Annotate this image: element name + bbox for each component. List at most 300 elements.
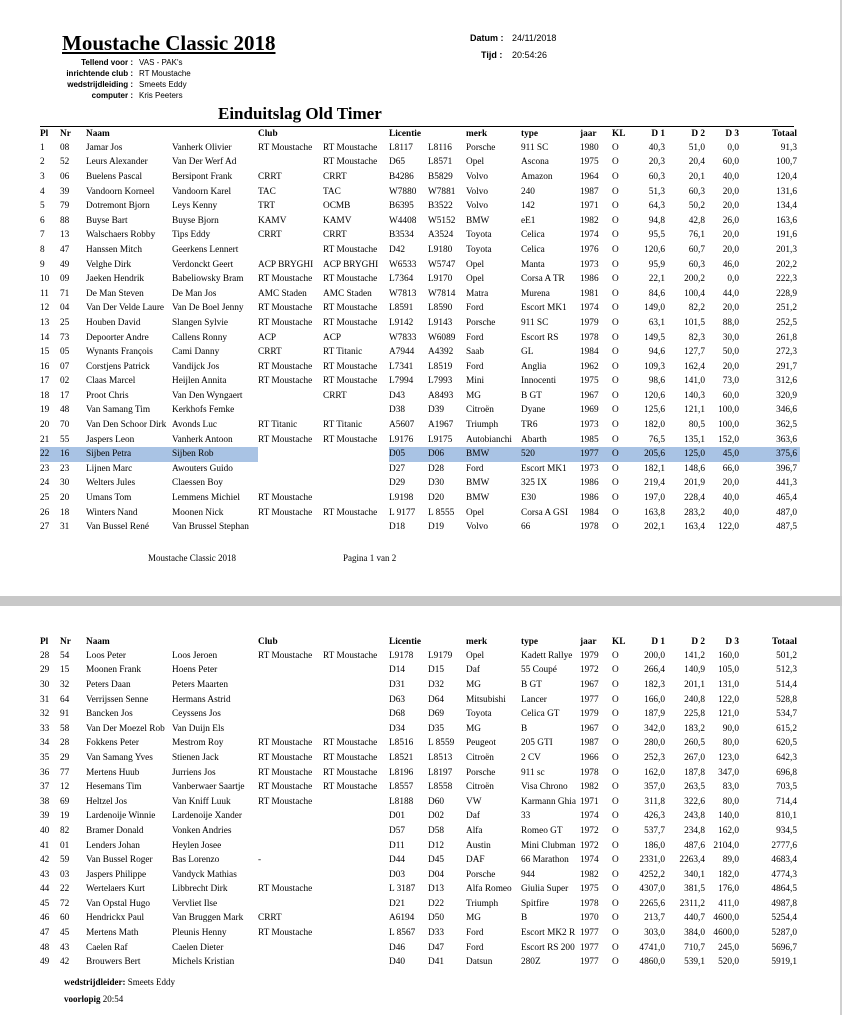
- col-kl: O: [612, 855, 619, 866]
- col-type: Anglia: [521, 361, 547, 372]
- col-d1: 20,3: [648, 157, 665, 168]
- col-totaal: 534,7: [776, 709, 797, 720]
- col-pl: 27: [40, 522, 50, 533]
- header-col-d2: D 2: [691, 637, 705, 647]
- col-d3: 60,0: [722, 157, 739, 168]
- meta-value-tellend: VAS - PAK's: [139, 58, 183, 67]
- col-jaar: 1981: [580, 288, 599, 299]
- col-merk: MG: [466, 723, 481, 734]
- col-licentie-2: D64: [428, 694, 445, 705]
- col-pl: 29: [40, 665, 50, 676]
- col-naam-1: Jaspers Leon: [86, 434, 135, 445]
- header-col-d1: D 1: [651, 637, 665, 647]
- col-club-1: [258, 810, 323, 825]
- col-nr: 19: [60, 811, 70, 822]
- col-pl: 37: [40, 782, 50, 793]
- col-club-2: [323, 447, 389, 462]
- col-totaal: 487,5: [776, 522, 797, 533]
- col-nr: 72: [60, 898, 70, 909]
- col-nr: 58: [60, 723, 70, 734]
- col-club-2: RT Moustache: [323, 244, 378, 255]
- col-kl: O: [612, 434, 619, 445]
- col-d3: 140,0: [718, 811, 739, 822]
- col-jaar: 1977: [580, 942, 599, 953]
- col-club-1: CRRT: [258, 347, 282, 358]
- col-jaar: 1974: [580, 303, 599, 314]
- col-pl: 43: [40, 869, 50, 880]
- col-d3: 347,0: [718, 767, 739, 778]
- col-nr: 52: [60, 157, 70, 168]
- header-col-club-1: Club: [258, 637, 278, 647]
- col-licentie-1: D40: [389, 957, 406, 968]
- header-col-type: type: [521, 129, 539, 139]
- col-nr: 43: [60, 942, 70, 953]
- table-row: [40, 853, 800, 868]
- table-row: [40, 839, 800, 854]
- table-row: [40, 272, 800, 287]
- col-d3: 20,0: [722, 478, 739, 489]
- col-naam-1: Velghe Dirk: [86, 259, 132, 270]
- col-kl: O: [612, 317, 619, 328]
- col-nr: 31: [60, 522, 70, 533]
- col-licentie-1: D68: [389, 709, 406, 720]
- col-pl: 49: [40, 957, 50, 968]
- col-jaar: 1985: [580, 434, 599, 445]
- col-club-1: [258, 897, 323, 912]
- col-licentie-2: A1967: [428, 420, 454, 431]
- col-totaal: 251,2: [776, 303, 797, 314]
- col-d2: 263,5: [684, 782, 705, 793]
- col-totaal: 320,9: [776, 390, 797, 401]
- col-licentie-1: D27: [389, 463, 406, 474]
- col-club-2: ACP: [323, 332, 342, 343]
- col-naam-2: Geerkens Lennert: [172, 244, 239, 255]
- col-licentie-2: D60: [428, 796, 445, 807]
- results-page-2: [0, 606, 842, 1015]
- col-naam-1: Dotremont Bjorn: [86, 201, 150, 212]
- col-type: Corsa A GSI: [521, 507, 569, 518]
- col-kl: O: [612, 201, 619, 212]
- col-naam-2: Leys Kenny: [172, 201, 218, 212]
- col-licentie-2: L8513: [428, 752, 453, 763]
- col-club-1: [258, 678, 323, 693]
- col-merk: Ford: [466, 303, 484, 314]
- col-d1: 4860,0: [639, 957, 665, 968]
- col-d2: 141,0: [684, 376, 705, 387]
- col-club-2: [323, 462, 389, 477]
- col-jaar: 1982: [580, 215, 599, 226]
- col-nr: 32: [60, 679, 70, 690]
- col-d3: 45,0: [708, 447, 742, 462]
- col-kl: O: [612, 361, 619, 372]
- col-pl: 9: [40, 259, 45, 270]
- col-naam-2: Van Bruggen Mark: [172, 913, 244, 924]
- col-naam-1: Houben David: [86, 317, 141, 328]
- col-d1: 76,5: [648, 434, 665, 445]
- col-naam-2: Hoens Peter: [172, 665, 218, 676]
- col-type: 520: [521, 447, 580, 462]
- col-d3: 20,0: [722, 244, 739, 255]
- header-col-d1: D 1: [651, 129, 665, 139]
- col-d1: 98,6: [648, 376, 665, 387]
- col-d2: 121,1: [684, 405, 705, 416]
- col-naam-1: Peters Daan: [86, 679, 131, 690]
- col-d2: 82,3: [688, 332, 705, 343]
- col-naam-2: Awouters Guido: [172, 463, 233, 474]
- col-kl: O: [612, 694, 619, 705]
- col-d3: 30,0: [722, 332, 739, 343]
- col-club-1: [258, 462, 323, 477]
- col-d2: 50,2: [688, 201, 705, 212]
- col-merk: Peugeot: [466, 738, 496, 749]
- col-jaar: 1986: [580, 478, 599, 489]
- col-d1: 219,4: [644, 478, 665, 489]
- col-type: 911 sc: [521, 767, 545, 778]
- col-kl: O: [612, 447, 632, 462]
- col-licentie-2: L 8555: [428, 507, 455, 518]
- col-type: Celica: [521, 230, 545, 241]
- col-totaal: 465,4: [776, 493, 797, 504]
- col-club-1: [258, 447, 323, 462]
- col-jaar: 1982: [580, 782, 599, 793]
- col-naam-2: Mestrom Roy: [172, 738, 224, 749]
- table-row: [40, 678, 800, 693]
- table-row: [40, 955, 800, 970]
- col-naam-2: Avonds Luc: [172, 420, 218, 431]
- col-type: 2 CV: [521, 752, 541, 763]
- table-row: [40, 433, 800, 448]
- col-d3: 83,0: [722, 782, 739, 793]
- col-naam-2: Jurriens Jos: [172, 767, 216, 778]
- col-jaar: 1984: [580, 507, 599, 518]
- col-nr: 20: [60, 493, 70, 504]
- header-col-totaal: Totaal: [772, 129, 797, 139]
- col-pl: 11: [40, 288, 49, 299]
- col-totaal: 222,3: [776, 274, 797, 285]
- col-naam-1: Brouwers Bert: [86, 957, 141, 968]
- col-licentie-1: L9178: [389, 650, 414, 661]
- col-d3: 0,0: [727, 274, 739, 285]
- col-merk: Toyota: [466, 244, 492, 255]
- col-naam-2: Caelen Dieter: [172, 942, 224, 953]
- col-totaal: 2777,6: [771, 840, 797, 851]
- col-naam-2: Buyse Bjorn: [172, 215, 219, 226]
- col-naam-2: Vandijck Jos: [172, 361, 220, 372]
- col-kl: O: [612, 928, 619, 939]
- col-club-2: RT Moustache: [323, 752, 378, 763]
- col-club-2: RT Moustache: [323, 767, 378, 778]
- table-row: [40, 287, 800, 302]
- col-d2: 101,5: [684, 317, 705, 328]
- col-club-1: CRRT: [258, 171, 282, 182]
- col-merk: Mitsubishi: [466, 694, 506, 705]
- col-d1: 182,0: [644, 420, 665, 431]
- header-col-naam-2: [172, 635, 258, 649]
- col-kl: O: [612, 347, 619, 358]
- table-row: [40, 506, 800, 521]
- col-kl: O: [612, 825, 619, 836]
- col-d1: 166,0: [644, 694, 665, 705]
- col-licentie-2: D04: [428, 869, 445, 880]
- col-jaar: 1972: [580, 825, 599, 836]
- col-licentie-1: D63: [389, 694, 406, 705]
- table-row: [40, 462, 800, 477]
- col-type: Escort MK1: [521, 463, 567, 474]
- col-licentie-2: L8116: [428, 142, 452, 153]
- col-licentie-2: D12: [428, 840, 445, 851]
- col-d1: 149,5: [644, 332, 665, 343]
- col-jaar: 1966: [580, 752, 599, 763]
- col-totaal: 291,7: [776, 361, 797, 372]
- col-pl: 1: [40, 142, 45, 153]
- col-nr: 71: [60, 288, 70, 299]
- col-nr: 29: [60, 752, 70, 763]
- col-club-2: RT Moustache: [323, 317, 378, 328]
- col-licentie-2: L9143: [428, 317, 453, 328]
- col-licentie-2: D22: [428, 898, 445, 909]
- col-club-1: RT Moustache: [258, 752, 313, 763]
- col-nr: 70: [60, 420, 70, 431]
- col-type: GL: [521, 347, 534, 358]
- col-jaar: 1967: [580, 390, 599, 401]
- col-club-2: [323, 404, 389, 419]
- col-nr: 91: [60, 709, 70, 720]
- col-naam-1: Van Der Moezel Rob: [86, 723, 165, 734]
- col-d1: 94,6: [648, 347, 665, 358]
- col-d2: 148,6: [684, 463, 705, 474]
- header-col-licentie-2: [428, 635, 466, 649]
- col-naam-2: Hermans Astrid: [172, 694, 231, 705]
- col-club-2: [323, 883, 389, 898]
- col-nr: 39: [60, 186, 70, 197]
- col-licentie-2: L9175: [428, 434, 453, 445]
- col-club-2: RT Moustache: [323, 738, 378, 749]
- col-d3: 121,0: [718, 709, 739, 720]
- col-totaal: 5254,4: [771, 913, 797, 924]
- col-kl: O: [612, 913, 619, 924]
- col-merk: Citroën: [466, 405, 494, 416]
- col-club-2: RT Moustache: [323, 376, 378, 387]
- col-club-1: [258, 520, 323, 535]
- col-naam-2: Cami Danny: [172, 347, 220, 358]
- col-club-2: [323, 839, 389, 854]
- col-naam-2: Van Den Wyngaert: [172, 390, 243, 401]
- header-col-kl: KL: [612, 129, 626, 139]
- col-nr: 04: [60, 303, 70, 314]
- table-row: [40, 418, 800, 433]
- col-licentie-2: A3524: [428, 230, 454, 241]
- col-naam-1: Fokkens Peter: [86, 738, 139, 749]
- col-naam-1: Sijben Petra: [86, 447, 172, 462]
- table-row: [40, 912, 800, 927]
- col-nr: 60: [60, 913, 70, 924]
- col-naam-1: Van Bussel René: [86, 522, 150, 533]
- col-naam-1: Van Der Velde Laure: [86, 303, 165, 314]
- col-totaal: 363,6: [776, 434, 797, 445]
- table-row: [40, 389, 800, 404]
- col-d1: 186,0: [644, 840, 665, 851]
- col-naam-1: Jamar Jos: [86, 142, 123, 153]
- col-club-2: TAC: [323, 186, 341, 197]
- col-type: Celica GT: [521, 709, 560, 720]
- col-totaal: 615,2: [776, 723, 797, 734]
- col-licentie-2: D58: [428, 825, 445, 836]
- col-licentie-2: D69: [428, 709, 445, 720]
- col-licentie-1: L 9177: [389, 507, 416, 518]
- col-jaar: 1975: [580, 157, 599, 168]
- col-club-2: [323, 912, 389, 927]
- col-pl: 3: [40, 171, 45, 182]
- col-nr: 09: [60, 274, 70, 285]
- col-type: Celica: [521, 244, 545, 255]
- col-pl: 2: [40, 157, 45, 168]
- col-naam-2: Van De Boel Jenny: [172, 303, 244, 314]
- col-totaal: 4774,3: [771, 869, 797, 880]
- col-licentie-1: L8516: [389, 738, 414, 749]
- col-naam-1: Winters Nand: [86, 507, 138, 518]
- col-naam-1: Welters Jules: [86, 478, 136, 489]
- col-nr: 01: [60, 840, 70, 851]
- col-club-2: [323, 868, 389, 883]
- col-naam-1: Umans Tom: [86, 493, 132, 504]
- col-naam-1: Van Opstal Hugo: [86, 898, 151, 909]
- col-merk: Opel: [466, 157, 485, 168]
- col-licentie-1: B3534: [389, 230, 414, 241]
- col-merk: Porsche: [466, 142, 496, 153]
- col-jaar: 1974: [580, 230, 599, 241]
- col-d2: 141,2: [684, 650, 705, 661]
- col-naam-2: Vanherk Olivier: [172, 142, 232, 153]
- col-nr: 28: [60, 738, 70, 749]
- col-d1: 64,3: [648, 201, 665, 212]
- col-totaal: 642,3: [776, 752, 797, 763]
- col-club-1: -: [258, 855, 262, 866]
- col-jaar: 1978: [580, 522, 599, 533]
- col-kl: O: [612, 332, 619, 343]
- col-club-2: RT Titanic: [323, 420, 363, 431]
- col-naam-1: Buelens Pascal: [86, 171, 143, 182]
- col-naam-2: Stienen Jack: [172, 752, 219, 763]
- col-club-2: RT Moustache: [323, 157, 378, 168]
- table-row: [40, 751, 800, 766]
- col-club-2: RT Moustache: [323, 142, 378, 153]
- col-merk: Opel: [466, 650, 485, 661]
- col-pl: 6: [40, 215, 45, 226]
- results-table-page-1: [40, 127, 800, 535]
- col-pl: 41: [40, 840, 50, 851]
- col-club-2: CRRT: [323, 390, 347, 401]
- col-d2: 125,0: [668, 447, 708, 462]
- col-naam-1: Hesemans Tim: [86, 782, 142, 793]
- col-d1: 84,6: [648, 288, 665, 299]
- col-licentie-1: L8557: [389, 782, 414, 793]
- col-d1: 205,6: [632, 447, 668, 462]
- col-d1: 94,8: [648, 215, 665, 226]
- col-licentie-1: L9176: [389, 434, 414, 445]
- col-type: Manta: [521, 259, 545, 270]
- col-d2: 76,1: [688, 230, 705, 241]
- col-pl: 42: [40, 855, 50, 866]
- col-naam-2: Van Brussel Stephan: [172, 522, 249, 533]
- col-merk: Ford: [466, 942, 484, 953]
- col-nr: 82: [60, 825, 70, 836]
- col-licentie-1: D29: [389, 478, 406, 489]
- col-d3: 60,0: [722, 390, 739, 401]
- col-d1: 202,1: [644, 522, 665, 533]
- col-d3: 89,0: [722, 855, 739, 866]
- col-jaar: 1975: [580, 884, 599, 895]
- col-nr: 02: [60, 376, 70, 387]
- col-d1: 311,8: [644, 796, 665, 807]
- col-merk: Austin: [466, 840, 491, 851]
- col-merk: Matra: [466, 288, 489, 299]
- header-col-totaal: Totaal: [772, 637, 797, 647]
- col-pl: 12: [40, 303, 50, 314]
- table-row: [40, 199, 800, 214]
- col-d2: 20,1: [688, 171, 705, 182]
- footer-wedstrijdleider-value: Smeets Eddy: [127, 977, 175, 987]
- datum-label: Datum :: [470, 33, 504, 43]
- col-jaar: 1978: [580, 898, 599, 909]
- col-naam-2: Slangen Sylvie: [172, 317, 229, 328]
- col-d3: 182,0: [718, 869, 739, 880]
- col-type: Visa Chrono: [521, 782, 568, 793]
- table-row: [40, 302, 800, 317]
- col-d1: 125,6: [644, 405, 665, 416]
- col-d2: 2311,2: [679, 898, 705, 909]
- col-nr: 06: [60, 171, 70, 182]
- col-club-2: ACP BRYGHI: [323, 259, 379, 270]
- col-kl: O: [612, 884, 619, 895]
- col-club-1: RT Moustache: [258, 650, 313, 661]
- col-club-1: RT Moustache: [258, 738, 313, 749]
- col-type: Giulia Super: [521, 884, 569, 895]
- col-club-1: [258, 404, 323, 419]
- col-naam-1: Bramer Donald: [86, 825, 144, 836]
- col-licentie-2: W7881: [428, 186, 456, 197]
- col-pl: 18: [40, 390, 50, 401]
- col-club-2: OCMB: [323, 201, 351, 212]
- col-licentie-2: D02: [428, 811, 445, 822]
- col-merk: Volvo: [466, 201, 489, 212]
- col-jaar: 1976: [580, 244, 599, 255]
- col-licentie-1: L8188: [389, 796, 414, 807]
- table-row: [40, 824, 800, 839]
- col-d3: 20,0: [722, 186, 739, 197]
- col-merk: BMW: [466, 215, 490, 226]
- col-type: Mini Clubman: [521, 840, 576, 851]
- table-row: [40, 360, 800, 375]
- col-totaal: 512,3: [776, 665, 797, 676]
- col-d1: 51,3: [648, 186, 665, 197]
- col-club-2: [323, 824, 389, 839]
- col-naam-2: Ceyssens Jos: [172, 709, 221, 720]
- header-col-jaar: jaar: [580, 129, 597, 139]
- col-naam-1: De Man Steven: [86, 288, 144, 299]
- col-naam-2: Verdonckt Geert: [172, 259, 234, 270]
- col-d1: 182,1: [644, 463, 665, 474]
- col-club-1: TAC: [258, 186, 276, 197]
- col-pl: 34: [40, 738, 50, 749]
- header-col-d3: D 3: [725, 129, 739, 139]
- col-totaal: 375,6: [742, 447, 800, 462]
- col-licentie-2: A8493: [428, 390, 454, 401]
- col-naam-2: Van Duijn Els: [172, 723, 225, 734]
- col-type: Abarth: [521, 434, 547, 445]
- col-merk: Opel: [466, 507, 485, 518]
- col-club-1: RT Moustache: [258, 796, 313, 807]
- col-type: B GT: [521, 679, 542, 690]
